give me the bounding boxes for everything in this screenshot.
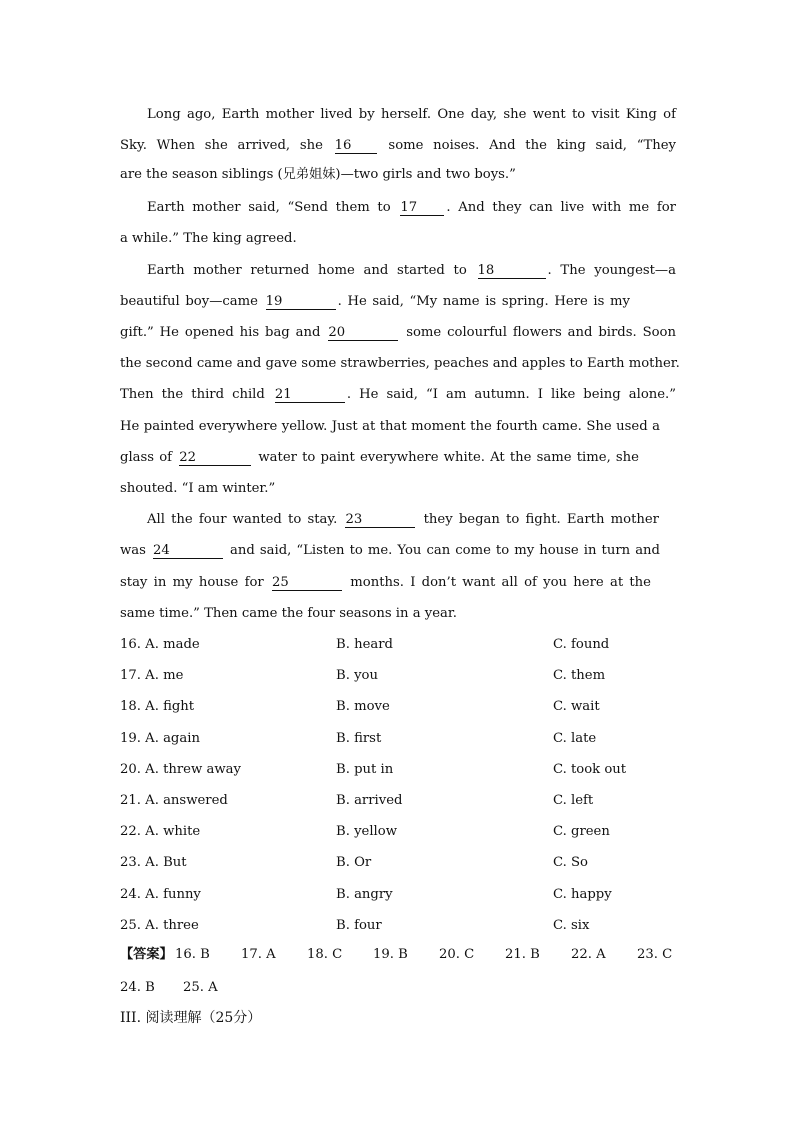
blank-25: 25 — [272, 575, 342, 591]
option-b: B. four — [336, 918, 382, 933]
option-c: C. six — [553, 918, 590, 933]
blank-24: 24 — [153, 543, 223, 559]
option-a: 22. A. white — [120, 824, 201, 839]
option-b: B. Or — [336, 855, 372, 870]
option-a: 23. A. But — [120, 855, 187, 870]
option-b: B. you — [336, 668, 378, 683]
option-c: C. happy — [553, 887, 612, 902]
option-b: B. angry — [336, 887, 393, 902]
answer-item: 18. C — [307, 947, 343, 962]
passage-line: Earth mother returned home and started to 18 . The youngest—a — [147, 263, 676, 278]
blank-21: 21 — [275, 387, 345, 403]
option-a: 25. A. three — [120, 918, 199, 933]
option-c: C. left — [553, 793, 594, 808]
option-a: 17. A. me — [120, 668, 184, 683]
option-a: 20. A. threw away — [120, 762, 241, 777]
option-a: 24. A. funny — [120, 887, 201, 902]
passage-line: Long ago, Earth mother lived by herself. One day, she went to visit King of — [147, 107, 676, 122]
answer-item: 21. B — [505, 947, 540, 962]
answer-label: 【答案】 — [120, 947, 173, 962]
blank-19: 19 — [266, 294, 336, 310]
passage-line: same time.” Then came the four seasons in a year. — [120, 606, 457, 621]
passage-line: stay in my house for 25 months. I don’t want all of you here at the — [120, 575, 651, 590]
answer-item: 23. C — [637, 947, 673, 962]
blank-18: 18 — [478, 263, 546, 279]
section-heading: III. 阅读理解（25分） — [120, 1010, 262, 1026]
answer-item: 16. B — [175, 947, 210, 962]
option-b: B. move — [336, 699, 390, 714]
passage-line: a while.” The king agreed. — [120, 231, 297, 246]
option-c: C. green — [553, 824, 610, 839]
option-c: C. late — [553, 731, 597, 746]
passage-line: Earth mother said, “Send them to 17 . And they can live with me for — [147, 200, 676, 215]
answer-item: 25. A — [183, 980, 218, 995]
option-c: C. them — [553, 668, 606, 683]
passage-line: gift.” He opened his bag and 20 some colourful flowers and birds. Soon — [120, 325, 676, 340]
option-a: 21. A. answered — [120, 793, 228, 808]
answer-item: 20. C — [439, 947, 475, 962]
passage-line: the second came and gave some strawberries, peaches and apples to Earth mother. — [120, 356, 680, 371]
blank-20: 20 — [328, 325, 398, 341]
passage-line: All the four wanted to stay. 23 they began to fight. Earth mother — [147, 512, 659, 527]
answer-item: 24. B — [120, 980, 155, 995]
option-b: B. arrived — [336, 793, 403, 808]
blank-17: 17 — [400, 200, 444, 216]
option-b: B. heard — [336, 637, 393, 652]
option-c: C. found — [553, 637, 610, 652]
passage-line: glass of 22 water to paint everywhere white. At the same time, she — [120, 450, 639, 465]
passage-line: Sky. When she arrived, she 16 some noises. And the king said, “They — [120, 138, 677, 153]
option-c: C. wait — [553, 699, 600, 714]
passage-line: shouted. “I am winter.” — [120, 481, 276, 496]
answer-item: 19. B — [373, 947, 408, 962]
option-c: C. So — [553, 855, 588, 870]
blank-23: 23 — [345, 512, 415, 528]
passage-line: He painted everywhere yellow. Just at that moment the fourth came. She used a — [120, 419, 660, 434]
option-b: B. yellow — [336, 824, 397, 839]
option-a: 19. A. again — [120, 731, 200, 746]
option-a: 16. A. made — [120, 637, 200, 652]
option-b: B. put in — [336, 762, 394, 777]
passage-line: was 24 and said, “Listen to me. You can come to my house in turn and — [120, 543, 660, 558]
blank-16: 16 — [335, 138, 377, 154]
option-c: C. took out — [553, 762, 627, 777]
passage-line: Then the third child 21 . He said, “I am autumn. I like being alone.” — [120, 387, 676, 402]
option-b: B. first — [336, 731, 382, 746]
answer-item: 22. A — [571, 947, 606, 962]
passage-line: beautiful boy—came 19 . He said, “My name is spring. Here is my — [120, 294, 631, 309]
option-a: 18. A. fight — [120, 699, 195, 714]
passage-line: are the season siblings (兄弟姐妹)—two girls and two boys.” — [120, 167, 516, 182]
answer-item: 17. A — [241, 947, 276, 962]
blank-22: 22 — [179, 450, 251, 466]
